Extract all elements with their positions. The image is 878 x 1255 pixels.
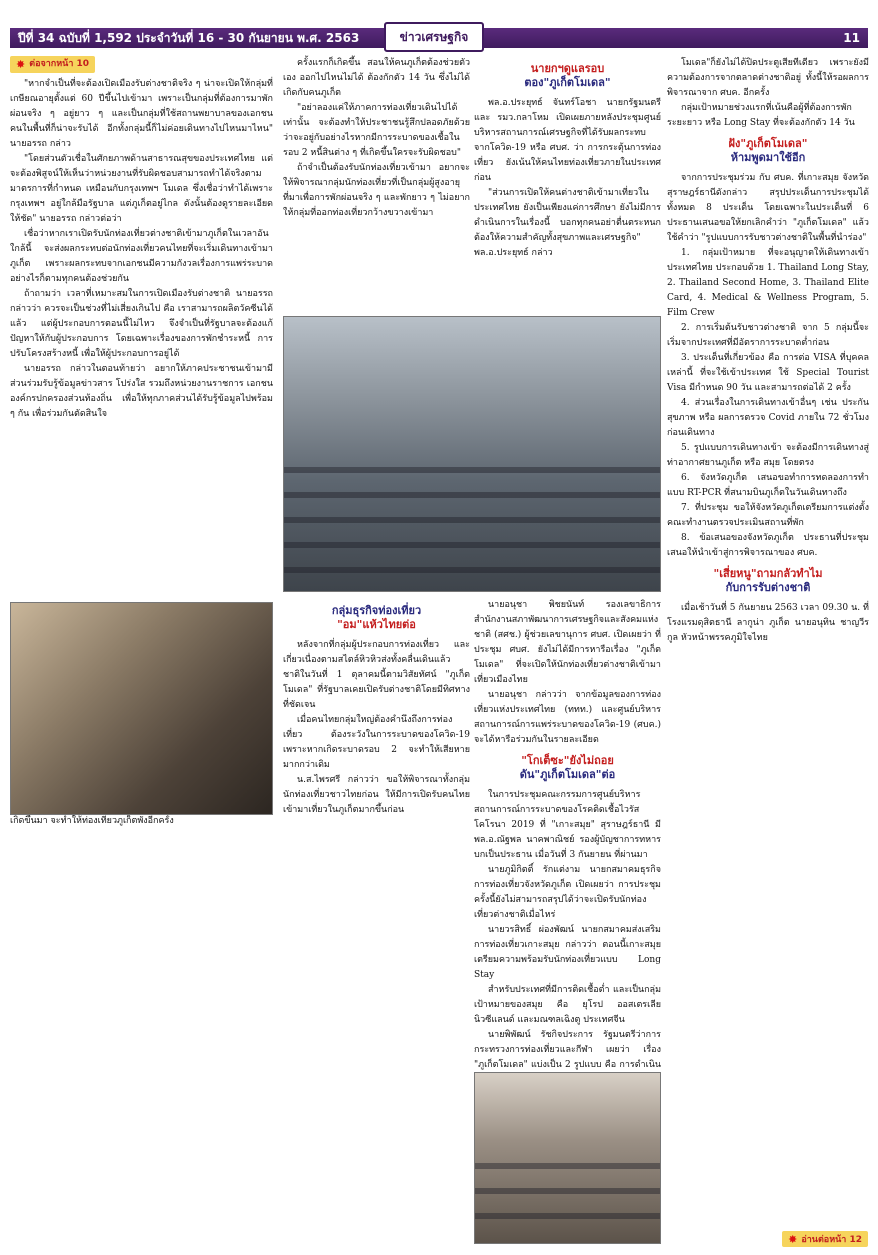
column-4 <box>667 56 869 1246</box>
paragraph: นายพิพัฒน์ รัชกิจประการ รัฐมนตรีว่าการกระทรวงการท่องเที่ยวและกีฬา เผยว่า เรื่อง "ภูเก็ตโมเดล" แบ่งเป็น 2 รูปแบบ คือ การดำเนิน <box>474 1030 661 1070</box>
portrait-photo <box>10 602 273 815</box>
paragraph: จากการประชุมร่วม กับ ศบค. ที่เกาะสมุย จังหวัดสุราษฎร์ธานีดังกล่าว สรุปประเด็นการประชุมได้ทั้งหมด 8 ประเด็น โดยเฉพาะในประเด็นที่ 6 ประธานเสนอขอให้ยกเลิกคำว่า "ภูเก็ตโมเดล" แล้วใช้คำว่า "รูปแบบการรับชาวต่างชาติในพื้นที่นำร่อง" <box>667 173 869 243</box>
paragraph: 1. กลุ่มเป้าหมาย ที่จะอนุญาตให้เดินทางเข้าประเทศไทย ประกอบด้วย 1. Thailand Long Stay, 2. Thailand Second Home, 3. Thailand Elite Card, 4. Medical & Wellness Program, 5. Film Crew <box>667 248 869 318</box>
paragraph: ครั้งแรกก็เกิดขึ้น สอนให้คนภูเก็ตต้องช่วยตัวเอง ออกไปไหนไม่ได้ ต้องกักตัว 14 วัน ซึ่งไม่ได้เกิดกับคนภูเก็ต <box>283 58 470 98</box>
section-heading <box>667 567 869 595</box>
column-2-lower <box>283 598 470 1243</box>
paragraph: นายอรรถ กล่าวในตอนท้ายว่า อยากให้ภาคประชาชนเข้ามามีส่วนร่วมรับรู้ข้อมูลข่าวสาร โปร่งใส รวมถึงหน่วยงานราชการ เอกชน องค์กรปกครองส่วนท้องถิ่น เพื่อให้ทุกภาคส่วนได้รับรู้ข้อมูลไปพร้อม ๆ กัน เพื่อร่วมกันตัดสินใจ <box>10 364 273 419</box>
paragraph: พล.อ.ประยุทธ์ จันทร์โอชา นายกรัฐมนตรี และ รมว.กลาโหม เปิดเผยภายหลังประชุมศูนย์บริหารสถานการณ์เศรษฐกิจที่ได้รับผลกระทบจากโควิด-19 หรือ ศบศ. ว่า การกระตุ้นการท่องเที่ยว ยังเน้นให้คนไทยท่องเที่ยวภายในประเทศก่อน <box>474 98 661 183</box>
paragraph: 2. การเริ่มต้นรับชาวต่างชาติ จาก 5 กลุ่มนี้จะเริ่มจากประเทศที่มีอัตราการระบาดต่ำก่อน <box>667 323 869 348</box>
continued-next-badge <box>782 1231 868 1247</box>
paragraph: นายภูมิกิตติ์ รักแต่งาม นายกสมาคมธุรกิจการท่องเที่ยวจังหวัดภูเก็ต เปิดเผยว่า การประชุมครั้งนี้ยังไม่สามารถสรุปได้ว่าจะเปิดรับนักท่องเที่ยวต่างชาติเมื่อไหร่ <box>474 865 661 920</box>
paragraph: "โดยส่วนตัวเชื่อในศักยภาพด้านสาธารณสุขของประเทศไทย แต่จะต้องพิสูจน์ให้เห็นว่าหน่วยงานที่รับผิดชอบสามารถทำได้จริงตามมาตรการที่กำหนด เหมือนกับกรุงเทพฯ โมเดล ซึ่งเชื่อว่าทำได้เพราะกรุงเทพฯ อยู่ใกล้มือรัฐบาล แต่ภูเก็ตอยู่ไกล ดังนั้นต้องดูรายละเอียดให้ชัด" นายอรรถ กล่าวต่อว่า <box>10 154 273 224</box>
paragraph: นายอนุชา พิชยนันท์ รองเลขาธิการสำนักงานสภาพัฒนาการเศรษฐกิจและสังคมแห่งชาติ (สศช.) ผู้ช่วยเลขานุการ ศบศ. เปิดเผยว่า ที่ประชุม ศบศ. ยังไม่ได้มีการหารือเรื่อง "ภูเก็ตโมเดล" ที่จะเปิดให้นักท่องเที่ยวต่างชาติเข้ามาเที่ยวเมืองไทย <box>474 600 661 685</box>
paragraph: สำหรับประเทศที่มีการติดเชื้อต่ำ และเป็นกลุ่มเป้าหมายของสมุย คือ ยุโรป ออสเตรเลีย นิวซีแลนด์ และมณฑลเฉิงตู ประเทศจีน <box>474 985 661 1025</box>
paragraph: นายวรสิทธิ์ ผ่องพัฒน์ นายกสมาคมส่งเสริมการท่องเที่ยวเกาะสมุย กล่าวว่า ตอนนี้เกาะสมุยเตรียมความพร้อมรับนักท่องเที่ยวแบบ Long Stay <box>474 925 661 980</box>
page-number: 11 <box>843 31 860 45</box>
paragraph: 5. รูปแบบการเดินทางเข้า จะต้องมีการเดินทางสู่ท่าอากาศยานภูเก็ต หรือ สมุย โดยตรง <box>667 443 869 468</box>
paragraph: หลังจากที่กลุ่มผู้ประกอบการท่องเที่ยว และเกี่ยวเนื่องตามสไตล์หิวหิวส่งทั้งคลื่นเดินแล้ว ชาติในวันที่ 1 ตุลาคมนี้ตามวิสัยทัศน์ "ภูเก็ตโมเดล" ที่รัฐบาลเคยเปิดรับต่างชาติโดยมีทิศทางที่ชัดเจน <box>283 640 470 710</box>
star-icon: ✸ <box>16 58 26 71</box>
paragraph: ถ้าถามว่า เวลาที่เหมาะสมในการเปิดเมืองรับต่างชาติ นายอรรถ กล่าวว่า ควรจะเป็นช่วงที่ไม่เสี่ยงเกินไป คือ เราสามารถผลิตวัคซีนได้แล้ว แต่ผู้ประกอบการตอนนี้ไม่ไหว จึงจำเป็นที่รัฐบาลจะต้องแก้ปัญหาให้กับผู้ประกอบการ โดยเฉพาะเรื่องของการพักชำระหนี้ การปรับโครงสร้างหนี้ เพื่อให้ผู้ประกอบการอยู่ได้ <box>10 289 273 359</box>
paragraph: "อย่าลองแค่ให้ภาคการท่องเที่ยวเดินไปได้เท่านั้น จะต้องทำให้ประชาชนรู้สึกปลอดภัยด้วย ว่าจะอยู่กับอย่างไรหากมีการระบาดของเชื้อในรอบ 2 หนี้สินต่าง ๆ ที่เกิดขึ้นใครจะรับผิดชอบ" <box>283 103 470 158</box>
paragraph: "ส่วนการเปิดให้คนต่างชาติเข้ามาเที่ยวในประเทศไทย ยังเป็นเพียงแค่การศึกษา ยังไม่มีการดำเนินการในเรื่องนี้ บอกทุกคนอย่าตื่นตระหนก ต้องให้ความสำคัญทั้งสุขภาพและเศรษฐกิจ" พล.อ.ประยุทธ์ กล่าว <box>474 188 661 258</box>
star-icon: ✸ <box>788 1232 798 1246</box>
paragraph: 4. ส่วนเรื่องในการเดินทางเข้าอื่นๆ เช่น ประกันสุขภาพ หรือ ผลการตรวจ Covid ภายใน 72 ชั่วโมงก่อนเดินทาง <box>667 398 869 438</box>
paragraph: "หากจำเป็นที่จะต้องเปิดเมืองรับต่างชาติจริง ๆ น่าจะเปิดให้กลุ่มที่เกษียณอายุตั้งแต่ 60 ปีขึ้นไปเข้ามา เพราะเป็นกลุ่มที่ต้องการมาพักผ่อนจริง ๆ อยู่ยาว ๆ และเป็นกลุ่มที่ใช้สถานพยาบาลของเอกชน คนในพื้นที่ก็น่าจะรับได้ อีกทั้งกลุ่มนี้ก็ไม่ค่อยเดินทางไปไหนมาไหน" นายอรรถ กล่าว <box>10 79 273 149</box>
section-heading-line-2: กับการรับต่างชาติ <box>725 581 811 594</box>
continued-from-badge <box>10 56 95 73</box>
paragraph: เชื่อว่าหากเราเปิดรับนักท่องเที่ยวต่างชาติเข้ามาภูเก็ตในเวลาอันใกล้นี้ จะส่งผลกระทบต่อนักท่องเที่ยวคนไทยที่จะเริ่มเดินทางเข้ามาภูเก็ต เพราะผลกระทบจากเอกชนมีความกังวลเรื่องการแพร่ระบาด อย่างไรก็ตามทุกคนต้องช่วยกัน <box>10 229 273 284</box>
column-3-lower <box>474 598 661 1068</box>
section-heading-line-1: "โกเต็ซะ"ยังไม่ถอย <box>521 754 614 767</box>
conference-photo <box>283 316 661 592</box>
continued-label: ต่อจากหน้า 10 <box>29 59 90 69</box>
paragraph: ถ้าจำเป็นต้องรับนักท่องเที่ยวเข้ามา อยากจะให้พิจารณากลุ่มนักท่องเที่ยวที่เป็นกลุ่มผู้สูงอายุ ที่มาเพื่อการพักผ่อนจริง ๆ และพักยาว ๆ ไม่อยากให้กลุ่มที่ออกท่องเที่ยวกว้างขวางเข้ามา <box>283 163 470 218</box>
section-heading-line-1: นายกฯดูแลรอบ <box>530 62 605 75</box>
subheadline-line-1: กลุ่มธุรกิจท่องเที่ยว <box>331 604 422 617</box>
subheadline <box>283 604 470 632</box>
paragraph: กลุ่มเป้าหมายช่วงแรกที่เน้นคือผู้ที่ต้องการพักระยะยาว หรือ Long Stay ที่จะต้องกักตัว 14 วัน <box>667 103 855 128</box>
meeting-photo <box>474 1072 661 1244</box>
subheadline-line-2: "อม"แห้วไทยต่อ <box>337 618 416 631</box>
section-heading-line-1: "เสี่ยหนู"ถามกลัวทำไม <box>713 567 823 580</box>
paragraph: ในการประชุมคณะกรรมการศูนย์บริหารสถานการณ์การระบาดของโรคติดเชื้อไวรัสโคโรนา 2019 ที่ "เกาะสมุย" สุราษฎร์ธานี มี พล.อ.ณัฐพล นาคพาณิชย์ รองผู้บัญชาการทหารบกเป็นประธาน เมื่อวันที่ 3 กันยายน ที่ผ่านมา <box>474 790 661 860</box>
continued-next-label: อ่านต่อหน้า 12 <box>801 1235 862 1245</box>
masthead-logo: ข่าวเศรษฐกิจ <box>384 22 484 52</box>
paragraph: 3. ประเด็นที่เกี่ยวข้อง คือ การต่อ VISA ที่บุคคลเหล่านี้ ที่จะใช้เข้าประเทศ ใช้ Special Tourist Visa มีกำหนด 90 วัน และสามารถต่อได้ 2 ครั้ง <box>667 353 869 393</box>
section-heading <box>474 754 661 782</box>
column-3 <box>474 56 661 314</box>
paragraph: โมเดล"ก็ยังไม่ได้ปิดประตูเสียทีเดียว เพราะยังมีความต้องการจากตลาดต่างชาติอยู่ ทั้งนี้ให้รอผลการพิจารณาจาก ศบค. อีกครั้ง <box>667 58 869 98</box>
paragraph: น.ส.ไพรศรี กล่าวว่า ขอให้พิจารณาทั้งกลุ่มนักท่องเที่ยวชาวไทยก่อน ให้มีการเปิดรับคนไทยเข้ามาเที่ยวในภูเก็ตมากขึ้นก่อน <box>283 775 470 815</box>
issue-line: ปีที่ 34 ฉบับที่ 1,592 ประจำวันที่ 16 - 30 กันยายน พ.ศ. 2563 <box>18 30 360 45</box>
paragraph: เมื่อคนไทยกลุ่มใหญ่ต้องคำนึงถึงการท่องเที่ยว ต้องระวังในการระบาดของโควิด-19 เพราะหากเกิดระบาดรอบ 2 จะทำให้เสียหายมากกว่าเดิม <box>283 715 470 770</box>
paragraph: เมื่อเช้าวันที่ 5 กันยายน 2563 เวลา 09.30 น. ที่โรงแรมดุสิตธานี ลากูน่า ภูเก็ต นายอนุทิน ชาญวีรกูล หัวหน้าพรรคภูมิใจไทย <box>667 603 869 643</box>
paragraph: 6. จังหวัดภูเก็ต เสนอขอทำการทดลองการทำแบบ RT-PCR ที่สนามบินภูเก็ตในวันเดินทางถึง <box>667 473 869 498</box>
section-heading-line-2: ห้ามพูดมาใช้อีก <box>730 151 806 164</box>
section-heading-line-2: ดัน"ภูเก็ตโมเดล"ต่อ <box>519 768 616 781</box>
paragraph: เกิดขึ้นมา จะทำให้ท่องเที่ยวภูเก็ตพังอีกครั้ง <box>10 816 174 826</box>
section-heading-line-2: ตอง"ภูเก็ตโมเดล" <box>524 76 611 89</box>
section-heading <box>474 62 661 90</box>
section-heading <box>667 137 869 165</box>
paragraph: 7. ที่ประชุม ขอให้จังหวัดภูเก็ตเตรียมการแต่งตั้งคณะทำงานตรวจประเมินสถานที่พัก <box>667 503 869 528</box>
section-heading-line-1: ฝัง"ภูเก็ตโมเดล" <box>728 137 808 150</box>
paragraph: นายอนุชา กล่าวว่า จากข้อมูลของการท่องเที่ยวแห่งประเทศไทย (ททท.) และศูนย์บริหารสถานการณ์การแพร่ระบาดของโควิด-19 (ศบค.) จะได้หารือร่วมกันในรายละเอียด <box>474 690 661 745</box>
paragraph: 8. ข้อเสนอของจังหวัดภูเก็ต ประธานที่ประชุมเสนอให้นำเข้าสู่การพิจารณาของ ศบค. <box>667 533 869 558</box>
